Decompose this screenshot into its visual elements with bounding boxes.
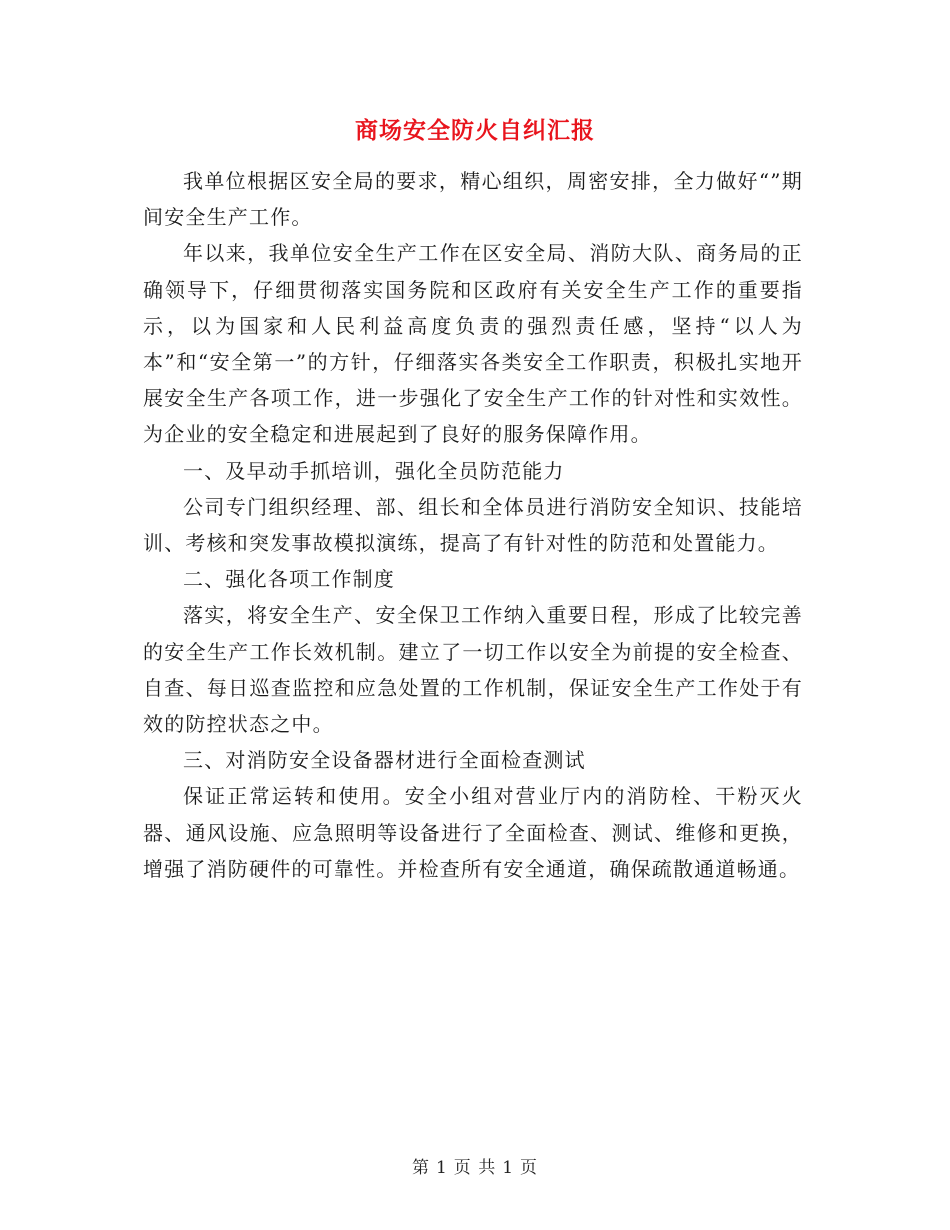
- footer-current-page: 1: [435, 1158, 448, 1178]
- section-heading-3: 三、对消防安全设备器材进行全面检查测试: [183, 748, 586, 773]
- footer-total-pages: 1: [502, 1158, 515, 1178]
- section-heading-1: 一、及早动手抓培训，强化全员防范能力: [183, 458, 565, 483]
- document-body: [143, 163, 803, 887]
- paragraph-section-1: 公司专门组织经理、部、组长和全体员进行消防安全知识、技能培训、考核和突发事故模拟演练，提高了有针对性的防范和处置能力。: [143, 494, 803, 556]
- paragraph-section-3: 保证正常运转和使用。安全小组对营业厅内的消防栓、干粉灭火器、通风设施、应急照明等设备进行了全面检查、测试、维修和更换，增强了消防硬件的可靠性。并检查所有安全通道，确保疏散通道畅通。: [143, 784, 803, 881]
- paragraph-overview: 年以来，我单位安全生产工作在区安全局、消防大队、商务局的正确领导下，仔细贯彻落实国务院和区政府有关安全生产工作的重要指示，以为国家和人民利益高度负责的强烈责任感，坚持“以人为本”和“安全第一”的方针，仔细落实各类安全工作职责，积极扎实地开展安全生产各项工作，进一步强化了安全生产工作的针对性和实效性。为企业的安全稳定和进展起到了良好的服务保障作用。: [143, 241, 803, 447]
- page-number-footer: [0, 1153, 950, 1178]
- footer-middle: 页 共: [453, 1158, 497, 1178]
- document-title: 商场安全防火自纠汇报: [355, 117, 595, 144]
- section-heading-2: 二、强化各项工作制度: [183, 567, 395, 592]
- paragraph-section-2: 落实，将安全生产、安全保卫工作纳入重要日程，形成了比较完善的安全生产工作长效机制。建立了一切工作以安全为前提的安全检查、自查、每日巡查监控和应急处置的工作机制，保证安全生产工作处于有效的防控状态之中。: [143, 603, 803, 737]
- footer-prefix: 第: [411, 1158, 430, 1178]
- footer-suffix: 页: [520, 1158, 539, 1178]
- paragraph-intro: 我单位根据区安全局的要求，精心组织，周密安排，全力做好“”期间安全生产工作。: [143, 169, 803, 230]
